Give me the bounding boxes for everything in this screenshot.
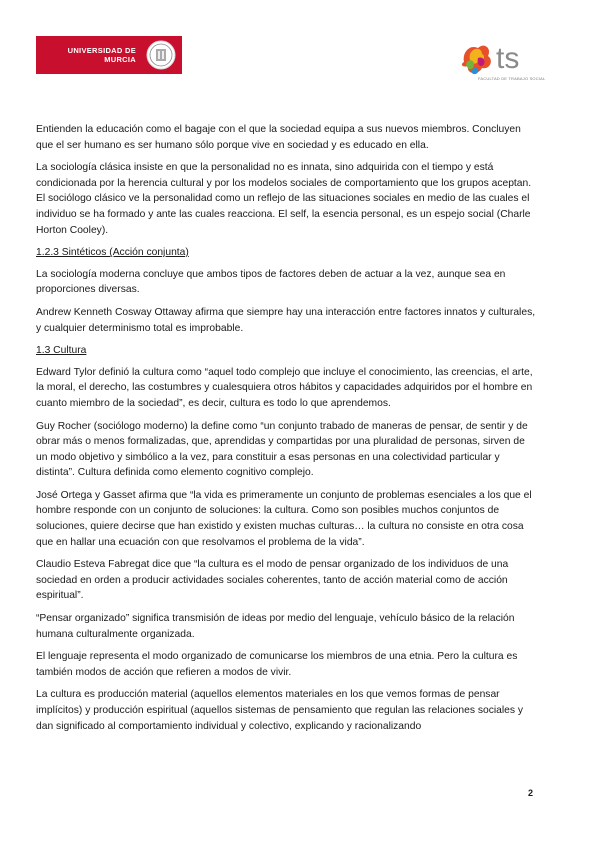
university-logo: [36, 36, 182, 74]
paragraph: Entienden la educación como el bagaje con el que la sociedad equipa a sus nuevos miembros. Concluyen que el ser humano es ser humano sólo porque vive en sociedad y es educado en ella.: [36, 124, 521, 151]
university-logo-text: UNIVERSIDAD DE MURCIA: [67, 46, 136, 64]
paragraph: Edward Tylor definió la cultura como “aquel todo complejo que incluye el conocimiento, las creencias, el arte, la moral, el derecho, las costumbres y cualesquiera otros hábitos y capacidades adquiridos por el hombre en cuanto miembro de la sociedad”, es decir, cultura es todo lo que aprendemos.: [36, 366, 533, 409]
paragraph: El lenguaje representa el modo organizado de comunicarse los miembros de una etnia. Pero la cultura es también modos de acción que refieren a modos de vivir.: [36, 651, 518, 678]
paragraph: La cultura es producción material (aquellos elementos materiales en los que vemos formas de pensar implícitos) y producción espiritual (aquellos sistemas de pensamiento que regulan las relaciones sociales y dan significado al comportamiento individual y colectivo, explicando y racionalizando: [36, 689, 524, 732]
document-body: [36, 122, 538, 741]
paragraph: “Pensar organizado” significa transmisión de ideas por medio del lenguaje, vehículo básico de la relación humana culturalmente organizada.: [36, 613, 515, 640]
paragraph: La sociología moderna concluye que ambos tipos de factores deben de actuar a la vez, aunque sea en proporciones diversas.: [36, 268, 506, 296]
university-seal-icon: [146, 40, 176, 70]
faculty-logo-text: ts: [496, 42, 520, 75]
faculty-logo: [456, 34, 560, 90]
page-number: 2: [528, 788, 534, 798]
section-heading: 1.2.3 Sintéticos (Acción conjunta): [36, 247, 189, 259]
paragraph: Claudio Esteva Fabregat dice que “la cultura es el modo de pensar organizado de los individuos de una sociedad en orden a producir actividades sociales coherentes, tanto de acción material como de acción espiritual”.: [36, 559, 509, 602]
paragraph: La sociología clásica insiste en que la personalidad no es innata, sino adquirida con el tiempo y está condicionada por la herencia cultural y por los modelos sociales de comportamiento que los grupos aceptan. El sociólogo clásico ve la personalidad como un reflejo de las situaciones sociales en medio de las cuales el individuo se ha formado y ante las cuales reacciona. El self, la esencia personal, es un espejo social (Charle Horton Cooley).: [36, 162, 532, 236]
paragraph: Guy Rocher (sociólogo moderno) la define como “un conjunto trabado de maneras de pensar, de sentir y de obrar más o menos formalizadas, que, aprendidas y compartidas por una pluralidad de personas, sirven de un modo objetivo y simbólico a la vez, para constituir a esas personas en una colectividad particular y distinta”. Cultura definida como elemento cognitivo complejo.: [36, 420, 528, 479]
paragraph: José Ortega y Gasset afirma que “la vida es primeramente un conjunto de problemas esenciales a los que el hombre responde con un conjunto de soluciones: la cultura. Como son posibles muchos conjuntos de soluciones, quiere decirse que han existido y existen muchas culturas… la cultura no consiste en otra cosa que en hallar una ecuación con que resolvamos el problema de la vida”.: [36, 489, 532, 548]
page-header: [0, 0, 600, 100]
faculty-subtitle: FACULTAD DE TRABAJO SOCIAL: [478, 76, 546, 81]
paragraph: Andrew Kenneth Cosway Ottaway afirma que siempre hay una interacción entre factores innatos y culturales, y cualquier determinismo total es improbable.: [36, 306, 536, 334]
section-heading: 1.3 Cultura: [36, 345, 87, 357]
